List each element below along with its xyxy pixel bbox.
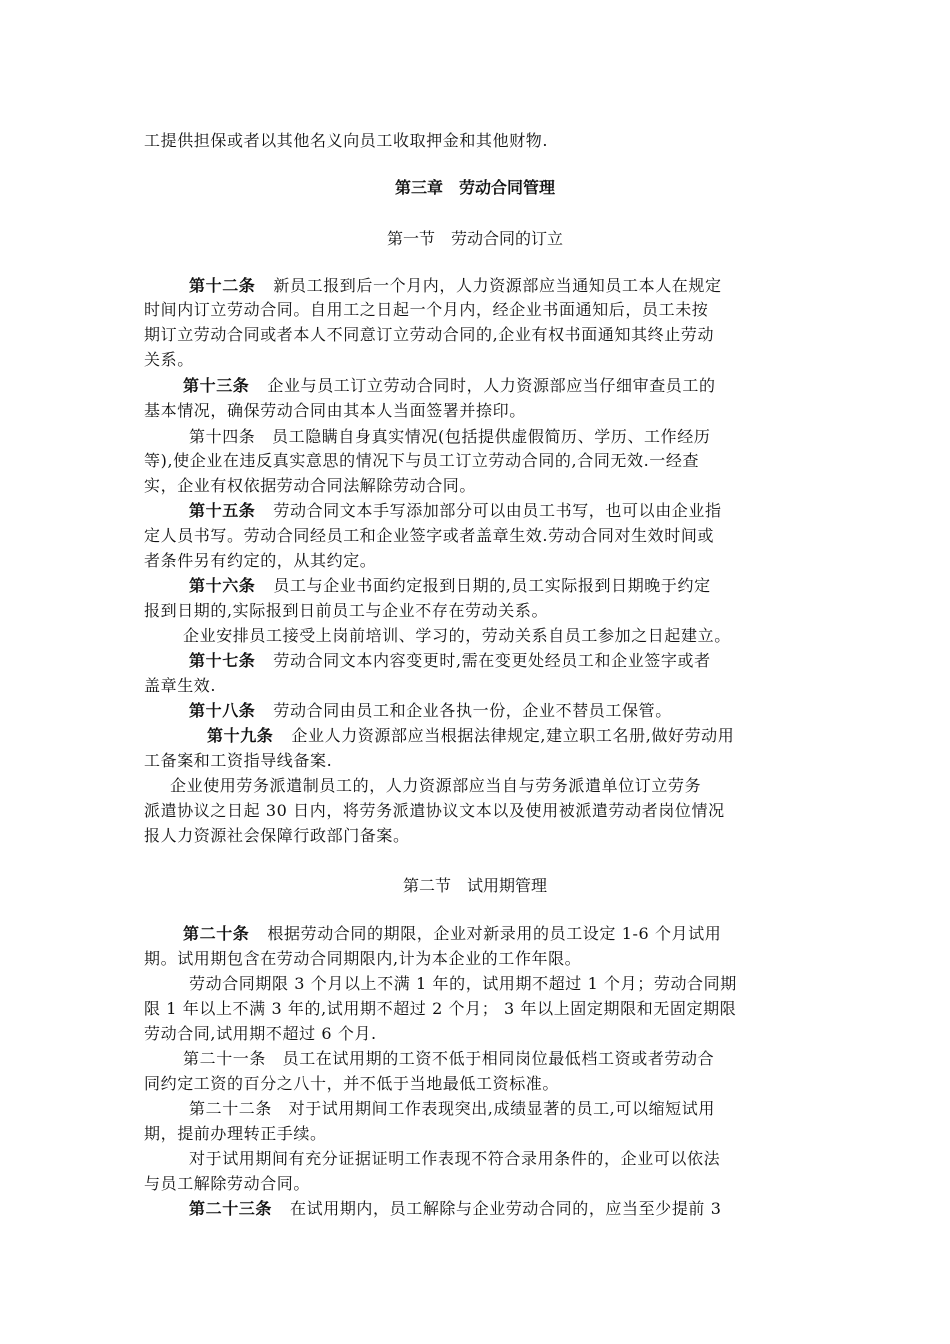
article-22-line-2: 期，提前办理转正手续。 (144, 1124, 327, 1143)
article-19-text: 企业人力资源部应当根据法律规定,建立职工名册,做好劳动用 (291, 726, 735, 745)
article-12-label: 第十二条 (189, 276, 256, 295)
article-12-line-1 (189, 276, 722, 296)
article-22-line-4: 与员工解除劳动合同。 (144, 1174, 311, 1193)
article-20-line-2: 期。试用期包含在劳动合同期限内,计为本企业的工作年限。 (144, 949, 582, 968)
section-title-1: 第一节 劳动合同的订立 (386, 229, 563, 248)
section-title-2: 第二节 试用期管理 (402, 876, 547, 895)
article-16-line-2: 报到日期的,实际报到日前员工与企业不存在劳动关系。 (144, 601, 549, 620)
article-20-line-1 (183, 924, 721, 944)
article-20-line-5: 劳动合同,试用期不超过 6 个月. (144, 1024, 377, 1043)
article-19-line-3: 企业使用劳务派遣制员工的，人力资源部应当自与劳务派遣单位订立劳务 (170, 776, 702, 795)
article-19-line-4: 派遣协议之日起 30 日内，将劳务派遣协议文本以及使用被派遣劳动者岗位情况 (144, 801, 725, 820)
article-18-line-1 (189, 701, 672, 721)
article-17-line-2: 盖章生效. (144, 676, 217, 695)
article-19-label: 第十九条 (207, 726, 274, 745)
article-19-line-2: 工备案和工资指导线备案. (144, 751, 333, 770)
article-15-line-3: 者条件另有约定的，从其约定。 (144, 551, 377, 570)
article-23-label: 第二十三条 (189, 1199, 273, 1218)
article-19-line-5: 报人力资源社会保障行政部门备案。 (144, 826, 410, 845)
article-13-line-1 (183, 376, 716, 396)
article-19-line-1 (207, 726, 734, 746)
article-12-line-2: 时间内订立劳动合同。自用工之日起一个月内，经企业书面通知后，员工未按 (144, 300, 709, 319)
article-14-line-1: 第十四条 员工隐瞒自身真实情况(包括提供虚假简历、学历、工作经历 (189, 427, 711, 446)
article-13-label: 第十三条 (183, 376, 250, 395)
continuation-line: 工提供担保或者以其他名义向员工收取押金和其他财物. (144, 131, 549, 150)
article-18-label: 第十八条 (189, 701, 256, 720)
article-16-line-3: 企业安排员工接受上岗前培训、学习的，劳动关系自员工参加之日起建立。 (183, 626, 731, 645)
article-23-line-1 (189, 1199, 721, 1219)
article-13-line-2: 基本情况，确保劳动合同由其本人当面签署并捺印。 (144, 401, 526, 420)
article-21-line-1: 第二十一条 员工在试用期的工资不低于相同岗位最低档工资或者劳动合 (183, 1049, 715, 1068)
article-21-line-2: 同约定工资的百分之八十，并不低于当地最低工资标准。 (144, 1074, 560, 1093)
article-13-text: 企业与员工订立劳动合同时，人力资源部应当仔细审查员工的 (267, 376, 716, 395)
article-17-line-1 (189, 651, 711, 671)
chapter-title: 第三章 劳动合同管理 (394, 178, 555, 197)
article-15-label: 第十五条 (189, 501, 256, 520)
article-15-line-2: 定人员书写。劳动合同经员工和企业签字或者盖章生效.劳动合同对生效时间或 (144, 526, 715, 545)
article-22-line-3: 对于试用期间有充分证据证明工作表现不符合录用条件的，企业可以依法 (189, 1149, 721, 1168)
article-16-text: 员工与企业书面约定报到日期的,员工实际报到日期晚于约定 (273, 576, 711, 595)
article-14-line-2: 等),使企业在违反真实意思的情况下与员工订立劳动合同的,合同无效.一经查 (144, 451, 700, 470)
article-17-text: 劳动合同文本内容变更时,需在变更处经员工和企业签字或者 (273, 651, 711, 670)
article-23-text: 在试用期内，员工解除与企业劳动合同的，应当至少提前 3 (290, 1199, 722, 1218)
article-20-line-4: 限 1 年以上不满 3 年的,试用期不超过 2 个月； 3 年以上固定期限和无固定期限 (144, 999, 737, 1018)
article-17-label: 第十七条 (189, 651, 256, 670)
article-20-label: 第二十条 (183, 924, 250, 943)
article-20-line-3: 劳动合同期限 3 个月以上不满 1 年的，试用期不超过 1 个月；劳动合同期 (189, 974, 737, 993)
article-14-line-3: 实，企业有权依据劳动合同法解除劳动合同。 (144, 476, 477, 495)
article-15-text: 劳动合同文本手写添加部分可以由员工书写，也可以由企业指 (273, 501, 722, 520)
article-16-line-1 (189, 576, 711, 596)
article-20-text: 根据劳动合同的期限，企业对新录用的员工设定 1-6 个月试用 (267, 924, 722, 943)
article-12-text: 新员工报到后一个月内，人力资源部应当通知员工本人在规定 (273, 276, 722, 295)
article-12-line-3: 期订立劳动合同或者本人不同意订立劳动合同的,企业有权书面通知其终止劳动 (144, 325, 715, 344)
article-15-line-1 (189, 501, 722, 521)
article-18-text: 劳动合同由员工和企业各执一份，企业不替员工保管。 (273, 701, 672, 720)
article-12-line-4: 关系。 (144, 350, 194, 369)
article-16-label: 第十六条 (189, 576, 256, 595)
article-22-line-1: 第二十二条 对于试用期间工作表现突出,成绩显著的员工,可以缩短试用 (189, 1099, 715, 1118)
